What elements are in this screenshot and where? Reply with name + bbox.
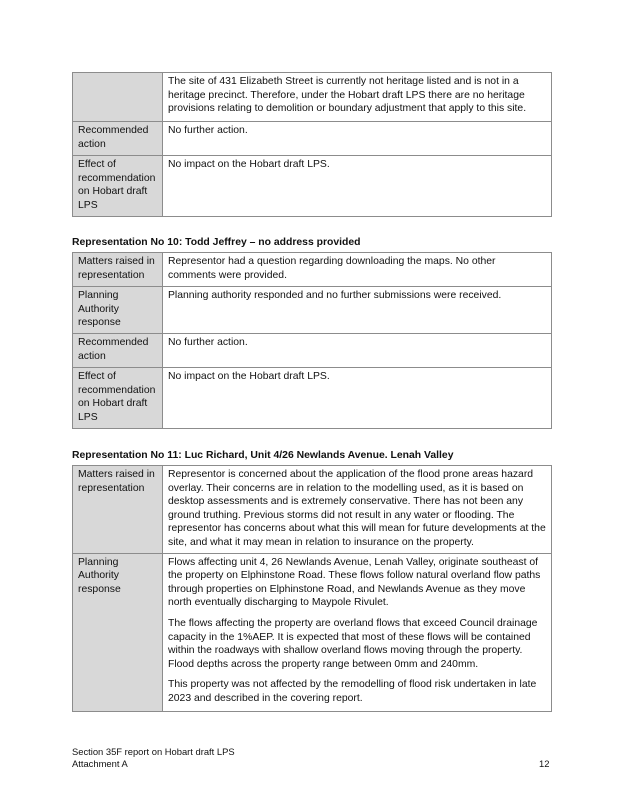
paragraph: This property was not affected by the remodelling of flood risk undertaken in late 2023 and described in the covering report. <box>168 679 537 704</box>
table-row <box>73 253 552 287</box>
row-value <box>163 466 552 554</box>
row-label: Recommended action <box>73 122 163 156</box>
representation-10-table <box>72 252 552 429</box>
row-label <box>73 73 163 122</box>
paragraph: Flows affecting unit 4, 26 Newlands Avenue, Lenah Valley, originate southeast of the property on Elphinstone Road. These flows follow natural overland flow paths through properties on Elphinstone Road, and Newlands Avenue as they move north eventually discharging to Maypole Rivulet. <box>168 556 541 609</box>
representation-9-table <box>72 72 552 217</box>
representation-10-heading: Representation No 10: Todd Jeffrey – no address provided <box>72 237 361 248</box>
paragraph: No further action. <box>168 337 248 348</box>
footer-attachment: Attachment A <box>72 758 128 769</box>
row-value <box>163 553 552 711</box>
paragraph: The site of 431 Elizabeth Street is currently not heritage listed and is not in a heritage precinct. Therefore, under the Hobart draft LPS there are no heritage provisions relating to demolition or boundary adjustment that apply to this site. <box>168 76 527 115</box>
paragraph: The flows affecting the property are overland flows that exceed Council drainage capacity in the 1%AEP. It is expected that most of these flows will be contained within the roadways with shallow overland flows moving through the property. Flood depths across the property range between 0mm and 240mm. <box>168 617 538 670</box>
row-value <box>163 253 552 287</box>
row-label: Effect of recommendation on Hobart draft LPS <box>73 368 163 429</box>
table-row <box>73 122 552 156</box>
table-row <box>73 553 552 711</box>
table-row <box>73 334 552 368</box>
row-value <box>163 368 552 429</box>
row-value <box>163 334 552 368</box>
row-label: Recommended action <box>73 334 163 368</box>
row-label: Matters raised in representation <box>73 466 163 554</box>
page-footer <box>72 746 235 770</box>
paragraph: Representor had a question regarding downloading the maps. No other comments were provided. <box>168 256 496 281</box>
paragraph: No impact on the Hobart draft LPS. <box>168 159 330 170</box>
representation-11-table <box>72 465 552 712</box>
row-value <box>163 122 552 156</box>
row-label: Planning Authority response <box>73 553 163 711</box>
row-value <box>163 73 552 122</box>
row-label: Planning Authority response <box>73 287 163 334</box>
footer-report-title: Section 35F report on Hobart draft LPS <box>72 746 235 757</box>
paragraph: No further action. <box>168 125 248 136</box>
representation-11-heading: Representation No 11: Luc Richard, Unit 4/26 Newlands Avenue. Lenah Valley <box>72 450 454 461</box>
table-row <box>73 73 552 122</box>
paragraph: No impact on the Hobart draft LPS. <box>168 371 330 382</box>
row-label: Effect of recommendation on Hobart draft LPS <box>73 156 163 217</box>
table-row <box>73 287 552 334</box>
row-value <box>163 287 552 334</box>
paragraph: Planning authority responded and no further submissions were received. <box>168 290 502 301</box>
row-label: Matters raised in representation <box>73 253 163 287</box>
page-number: 12 <box>539 758 550 769</box>
table-row <box>73 368 552 429</box>
row-value <box>163 156 552 217</box>
paragraph: Representor is concerned about the application of the flood prone areas hazard overlay. Their concerns are in relation to the modelling used, as it is based on desktop assessments and is extremely conservative. There has not been any ground truthing. Previous storms did not result in any water or flooding. The representor has concerns about what this will mean for future developments at the site, and what it may mean in relation to insurance on the property. <box>168 469 546 548</box>
table-row <box>73 156 552 217</box>
table-row <box>73 466 552 554</box>
